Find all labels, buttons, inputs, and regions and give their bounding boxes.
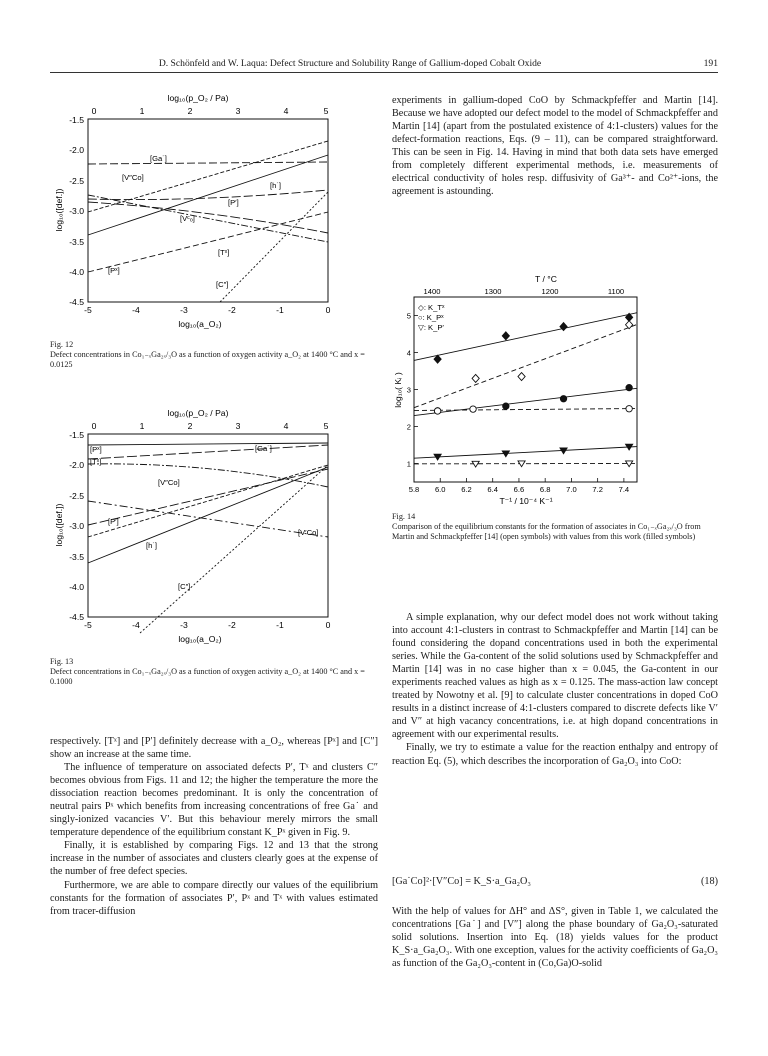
fig14-point-circle [560, 396, 566, 402]
fig14-top-tick: 1100 [607, 287, 625, 296]
fig13-top-axis-title: log₁₀(p_O₂ / Pa) [167, 408, 229, 418]
fig13-y-tick: -1.5 [69, 430, 84, 440]
fig12-curve-label: [Pˣ] [108, 266, 120, 275]
fig13-bottom-tick: -5 [84, 620, 92, 630]
fig14-y-tick-label: 5 [406, 311, 411, 321]
fig14-top-tick: 1300 [484, 287, 502, 296]
fig13-curve-label: [Ga˙] [255, 444, 272, 453]
fig14-x-tick-label: 5.8 [408, 485, 420, 494]
fig12-curve-h [88, 155, 328, 235]
fig14-point-diamond [472, 374, 479, 382]
fig13-curve-v2 [88, 465, 328, 537]
fig13-bottom-ticks [84, 620, 330, 630]
fig12-top-tick: 5 [323, 106, 329, 116]
fig12-curve-labels [108, 154, 281, 289]
figure-12 [50, 92, 350, 337]
figure-14 [392, 272, 722, 507]
fig12-top-tick: 2 [187, 106, 193, 116]
fig12-curve-label: [C″] [216, 280, 229, 289]
fig13-y-tick: -3.5 [69, 552, 84, 562]
paragraph: Finally, it is established by comparing Figs. 12 and 13 that the strong increase in the number of associates and clusters clearly goes at the expense of the number of free defect species. [50, 840, 378, 878]
fig13-curves [88, 443, 328, 633]
fig14-caption [392, 512, 718, 542]
fig14-point-circle [503, 403, 509, 409]
fig14-x-tick-label: 7.0 [566, 485, 577, 494]
fig12-y-tick: -2.0 [69, 145, 84, 155]
fig12-bottom-tick: -4 [132, 305, 140, 315]
fig12-curve-c [220, 192, 328, 302]
fig14-bottom-axis-title: T⁻¹ / 10⁻⁴ K⁻¹ [499, 496, 553, 506]
left-column-bottom [50, 735, 378, 918]
equation-18 [392, 876, 718, 887]
fig13-curve-label: [C″] [178, 582, 191, 591]
fig12-caption [50, 340, 378, 370]
fig12-curve-label: [Ga˙] [150, 154, 167, 163]
fig14-legend [418, 303, 445, 332]
fig12-curve-px [88, 212, 328, 272]
fig12-label: Fig. 12 [50, 340, 74, 349]
fig13-top-tick: 1 [139, 421, 145, 431]
fig12-top-tick: 1 [139, 106, 145, 116]
fig14-legend-item: ◇: K_Tˣ [418, 303, 445, 312]
fig12-y-tick: -3.5 [69, 237, 84, 247]
fig14-point-circle [626, 384, 632, 390]
paragraph: The influence of temperature on associated defects P′, Tˣ and clusters C″ becomes obvious from Figs. 11 and 12; the higher the temperature the more the dissociation reaction becomes predominant. It is only the concentration of neutral pairs Pˣ which benefits from increasing concentrations of free Ga˙ and singly-ionized vacancies V′. But this behaviour merely mirrors the small temperature dependence of the equilibrium constant K_Pˣ given in Fig. 9. [50, 762, 378, 839]
fig13-curve-label: [V′Co] [298, 528, 319, 537]
fig14-fit-line [414, 447, 637, 459]
fig12-curves [88, 141, 328, 302]
fig13-caption [50, 657, 378, 687]
fig12-bottom-ticks [84, 305, 330, 315]
fig12-y-axis-title: log₁₀([def.]) [54, 188, 64, 232]
fig14-y-axis-title: log₁₀( Kᵢ ) [393, 372, 403, 408]
right-column-bottom [392, 611, 718, 768]
fig14-y-tick-label: 1 [406, 459, 411, 469]
fig13-caption-text: Defect concentrations in Co₁₋ₓGa₂ₓ/₃O as a function of oxygen activity a_O₂ at 1400 °C and x = 0.1000 [50, 667, 365, 686]
fig13-bottom-axis-title: log₁₀(a_O₂) [178, 634, 222, 644]
fig13-y-axis-title: log₁₀([def.]) [54, 503, 64, 547]
fig13-bottom-tick: -1 [276, 620, 284, 630]
fig13-curve-ga [88, 443, 328, 445]
equation-text: [Ga˙Co]²·[V″Co] = K_S·a_Ga₂O₃ [392, 876, 531, 887]
fig13-curve-label: [h˙] [146, 541, 157, 550]
fig14-x-tick-label: 6.8 [539, 485, 551, 494]
fig14-legend-item: ○: K_Pˣ [418, 313, 444, 322]
fig13-bottom-tick: -4 [132, 620, 140, 630]
fig14-fit-line [414, 409, 637, 411]
fig12-curve-label: [Vᶜₒ] [180, 214, 195, 223]
fig13-top-ticks [92, 421, 329, 431]
fig13-curve-label: [Pˣ] [90, 445, 102, 454]
fig14-point-diamond [518, 373, 525, 381]
fig12-bottom-tick: 0 [325, 305, 331, 315]
fig14-point-circle [470, 406, 476, 412]
fig13-curve-label: [P′] [108, 517, 119, 526]
fig13-y-tick: -4.0 [69, 582, 84, 592]
fig13-curve-c [140, 465, 328, 633]
fig14-caption-text: Comparison of the equilibrium constants for the formation of associates in Co₁₋ₓGa₂ₓ/₃O from Martin and Schmackpfeffer [14] (open symbols) with values from this work (filled symbols) [392, 522, 701, 541]
fig13-y-tick: -2.5 [69, 491, 84, 501]
fig14-fit-line [414, 388, 637, 415]
fig14-top-tick: 1400 [423, 287, 441, 296]
fig14-label: Fig. 14 [392, 512, 416, 521]
fig12-curve-label: [V″Co] [122, 173, 144, 182]
page-number: 191 [703, 58, 718, 69]
fig12-bottom-tick: -5 [84, 305, 92, 315]
paragraph: respectively. [Tˣ] and [P′] definitely decrease with a_O₂, whereas [Pˣ] and [C″] show an increase at the same time. [50, 736, 378, 761]
fig14-x-tick-label: 7.4 [618, 485, 630, 494]
fig12-caption-text: Defect concentrations in Co₁₋ₓGa₂ₓ/₃O as a function of oxygen activity a_O₂ at 1400 °C and x = 0.0125 [50, 350, 365, 369]
fig12-curve-label: [h˙] [270, 181, 281, 190]
fig12-y-tick: -3.0 [69, 206, 84, 216]
fig13-curve-p1 [88, 469, 328, 525]
paragraph: A simple explanation, why our defect model does not work without taking into account 4:1-clusters in contrast to Schmackpfeffer and Martin [14] can be found considering the dopand concentrations used in both the experimental series. While the Ga-content of the solid solutions used by Schmackpfeffer and Martin [14] was in no case higher than x = 0.045, the Ga-content in our experiments reached values as high as x = 0.125. The mass-action law concept treated by Nowotny et al. [9] to calculate cluster concentrations in doped CoO results in a distinct increase of 4:1-clusters compared to discrete defects like V′ and V″ at high vacancy concentrations, i.e. at high dopand concentrations in agreement with our experimental results. [392, 612, 718, 741]
fig14-plot-frame [414, 297, 637, 482]
fig13-plot-frame [88, 434, 328, 617]
figure-13 [50, 407, 350, 652]
fig12-curve-label: [Tˣ] [218, 248, 230, 257]
fig14-y-tick-label: 3 [406, 385, 411, 395]
fig14-x-tick-label: 6.6 [513, 485, 525, 494]
fig13-curve-label: [Tˣ] [90, 457, 102, 466]
fig13-y-ticks [69, 430, 84, 622]
fig12-top-ticks [92, 106, 329, 116]
fig14-x-tick-label: 6.2 [461, 485, 472, 494]
fig12-curve-tx [88, 202, 328, 233]
fig13-curve-vco [88, 501, 328, 537]
fig14-legend-item: ▽: K_P′ [418, 323, 444, 332]
fig13-y-tick: -3.0 [69, 521, 84, 531]
fig13-top-tick: 5 [323, 421, 329, 431]
fig13-top-tick: 3 [235, 421, 241, 431]
fig12-curve-ga [88, 162, 328, 164]
fig14-point-circle [626, 406, 632, 412]
fig12-top-axis-title: log₁₀(p_O₂ / Pa) [167, 93, 229, 103]
fig14-marks [407, 312, 637, 495]
paragraph: With the help of values for ΔH° and ΔS°, given in Table 1, we calculated the concentrations [Ga˙] and [V″] along the phase boundary of Ga₂O₃-saturated solid solutions. Insertion into Eq. (18) yields values for the product K_S·a_Ga₂O₃. With one exception, values for the activity coefficients of Ga₂O₃ as function of the Ga₂O₃-content in (Co,Ga)O-solid [392, 906, 718, 970]
fig12-y-tick: -4.0 [69, 267, 84, 277]
fig14-y-tick-label: 4 [406, 348, 411, 358]
fig12-curve-label: [P′] [228, 198, 239, 207]
fig12-curve-vco [88, 195, 328, 242]
fig12-plot-frame [88, 119, 328, 302]
fig13-y-tick: -4.5 [69, 612, 84, 622]
right-column-final [392, 905, 718, 970]
header-rule [50, 72, 718, 73]
paragraph: Finally, we try to estimate a value for the reaction enthalpy and entropy of reaction Eq. (5), which describes the incorporation of Ga₂O₃ into CoO: [392, 742, 718, 767]
fig14-y-tick-label: 2 [406, 422, 411, 432]
fig13-top-tick: 0 [91, 421, 97, 431]
fig12-bottom-tick: -1 [276, 305, 284, 315]
fig14-top-tick: 1200 [541, 287, 559, 296]
fig12-top-tick: 0 [91, 106, 97, 116]
fig12-bottom-tick: -2 [228, 305, 236, 315]
fig12-y-tick: -1.5 [69, 115, 84, 125]
fig12-bottom-axis-title: log₁₀(a_O₂) [178, 319, 222, 329]
fig13-curve-px [88, 445, 328, 459]
fig14-x-tick-label: 6.0 [434, 485, 446, 494]
equation-number: (18) [701, 876, 718, 887]
fig12-y-tick: -4.5 [69, 297, 84, 307]
header-title: D. Schönfeld and W. Laqua: Defect Structure and Solubility Range of Gallium-doped Cobalt Oxide [158, 58, 542, 69]
fig13-y-tick: -2.0 [69, 460, 84, 470]
fig12-y-ticks [69, 115, 84, 307]
fig13-top-tick: 4 [283, 421, 289, 431]
fig14-x-tick-label: 6.4 [487, 485, 498, 494]
fig12-top-tick: 3 [235, 106, 241, 116]
fig13-bottom-tick: 0 [325, 620, 331, 630]
fig12-y-tick: -2.5 [69, 176, 84, 186]
fig14-point-diamond [626, 321, 633, 329]
fig14-point-diamond [502, 332, 509, 340]
fig13-bottom-tick: -3 [180, 620, 188, 630]
fig14-x-tick-label: 7.2 [592, 485, 603, 494]
paragraph: experiments in gallium-doped CoO by Schmackpfeffer and Martin [14]. Because we have adopted our defect model to the model of Schmackpfeffer and Martin [14] (apart from the postulated existence of 4:1-clusters) values for the defect-formation reactions, Eqs. (9 – 11), can be compared straightforward. This can be seen in Fig. 14. Having in mind that both data sets have emerged from completely different experimental methods, i.e. measurements of electrical conductivity of holes resp. diffusivity of Ga³⁺- and Co²⁺-ions, the agreement is astounding. [392, 95, 718, 198]
fig13-curve-h [88, 467, 328, 563]
fig13-curve-labels [90, 444, 318, 591]
right-column-top [392, 94, 718, 198]
fig13-top-tick: 2 [187, 421, 193, 431]
fig13-bottom-tick: -2 [228, 620, 236, 630]
fig13-curve-label: [V″Co] [158, 478, 180, 487]
fig13-label: Fig. 13 [50, 657, 74, 666]
paragraph: Furthermore, we are able to compare directly our values of the equilibrium constants for the formation of associates P′, Pˣ and Tˣ with values estimated from tracer-diffusion [50, 879, 378, 917]
fig12-top-tick: 4 [283, 106, 289, 116]
fig14-top-ticks [424, 287, 625, 296]
fig14-top-axis-title: T / °C [535, 274, 557, 284]
fig12-bottom-tick: -3 [180, 305, 188, 315]
fig14-point-circle [434, 408, 440, 414]
